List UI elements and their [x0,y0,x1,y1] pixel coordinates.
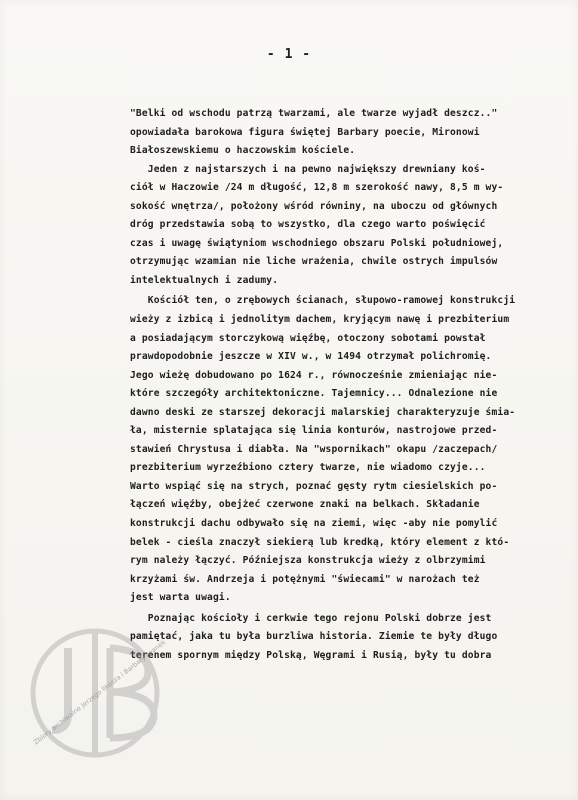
text-line: ciół w Haczowie /24 m długość, 12,8 m szerokość nawy, 8,5 m wy- [130,182,504,194]
text-line: Białoszewskiemu o haczowskim kościele. [130,145,356,157]
text-line: terenem spornym między Polską, Węgrami i Rusią, były tu dobra [130,649,492,661]
text-line: konstrukcji dachu odbywało się na ziemi, więc -aby nie pomylić [130,518,498,530]
text-line: łączeń więźby, obejżeć czerwone znaki na belkach. Składanie [130,499,480,511]
watermark-caption: Zbiory archiwalne Jerzego Ilkosza i Barbary Iwanek [32,638,168,747]
text-line: wieży z izbicą i jednolitym dachem, kryjącym nawę i prezbiterium [130,314,510,326]
text-line: stawień Chrystusa i diabła. Na "wspornikach" okapu /zaczepach/ [130,443,498,455]
text-line: prezbiterium wyrzeźbiono cztery twarze, nie wiadomo czyje... [130,462,486,474]
page-number: - 1 - [266,47,312,62]
text-line: rym należy łączyć. Późniejsza konstrukcja wieży z olbrzymimi [130,555,486,567]
text-line: Poznając kościoły i cerkwie tego rejonu Polski dobrze jest [130,612,492,624]
typewritten-body [130,105,550,665]
text-line: otrzymując wzamian nie liche wrażenia, chwile ostrych impulsów [130,256,498,268]
text-line: prawdopodobnie jeszcze w XIV w., w 1494 otrzymał polichromię. [130,351,492,363]
text-line: a posiadającym storczykową więźbę, otoczony sobotami powstał [130,332,486,344]
text-line: ła, misternie splatająca się linia konturów, nastrojowe przed- [130,425,498,437]
text-line: które szczegóły architektoniczne. Tajemnicy... Odnalezione nie [130,388,498,400]
text-line: opowiadała barokowa figura świętej Barbary poecie, Mironowi [130,126,480,138]
text-line: pamiętać, jaka tu była burzliwa historia. Ziemie te były długo [130,631,498,643]
text-line: sokość wnętrza/, położony wśród równiny, na uboczu od głównych [130,200,498,212]
text-line: czas i uwagę świątyniom wschodniego obszaru Polski południowej, [130,237,504,249]
text-line: Jego wieżę dobudowano po 1624 r., równocześnie zmieniając nie- [130,369,498,381]
text-line: "Belki od wschodu patrzą twarzami, ale twarze wyjadł deszcz.." [130,108,498,119]
text-line: krzyżami św. Andrzeja i potężnymi "świecami" w narożach też [130,573,480,585]
text-line: dróg przedstawia sobą to wszystko, dla czego warto poświęcić [130,219,486,231]
text-line: belek - cieśla znaczył siekierą lub kredką, który element z któ- [130,536,510,548]
text-line: intelektualnych i zadumy. [130,274,279,286]
text-line: jest warta uwagi. [130,592,231,604]
text-line: dawno deski ze starszej dekoracji malarskiej charakteryzuje śmia- [130,406,516,418]
text-line: Warto wspiąć się na strych, poznać gęsty rytm ciesielskich po- [130,480,498,492]
text-line: Jeden z najstarszych i na pewno największy drewniany koś- [130,163,486,175]
text-line: Kościół ten, o zrębowych ścianach, słupowo-ramowej konstrukcji [130,295,516,307]
